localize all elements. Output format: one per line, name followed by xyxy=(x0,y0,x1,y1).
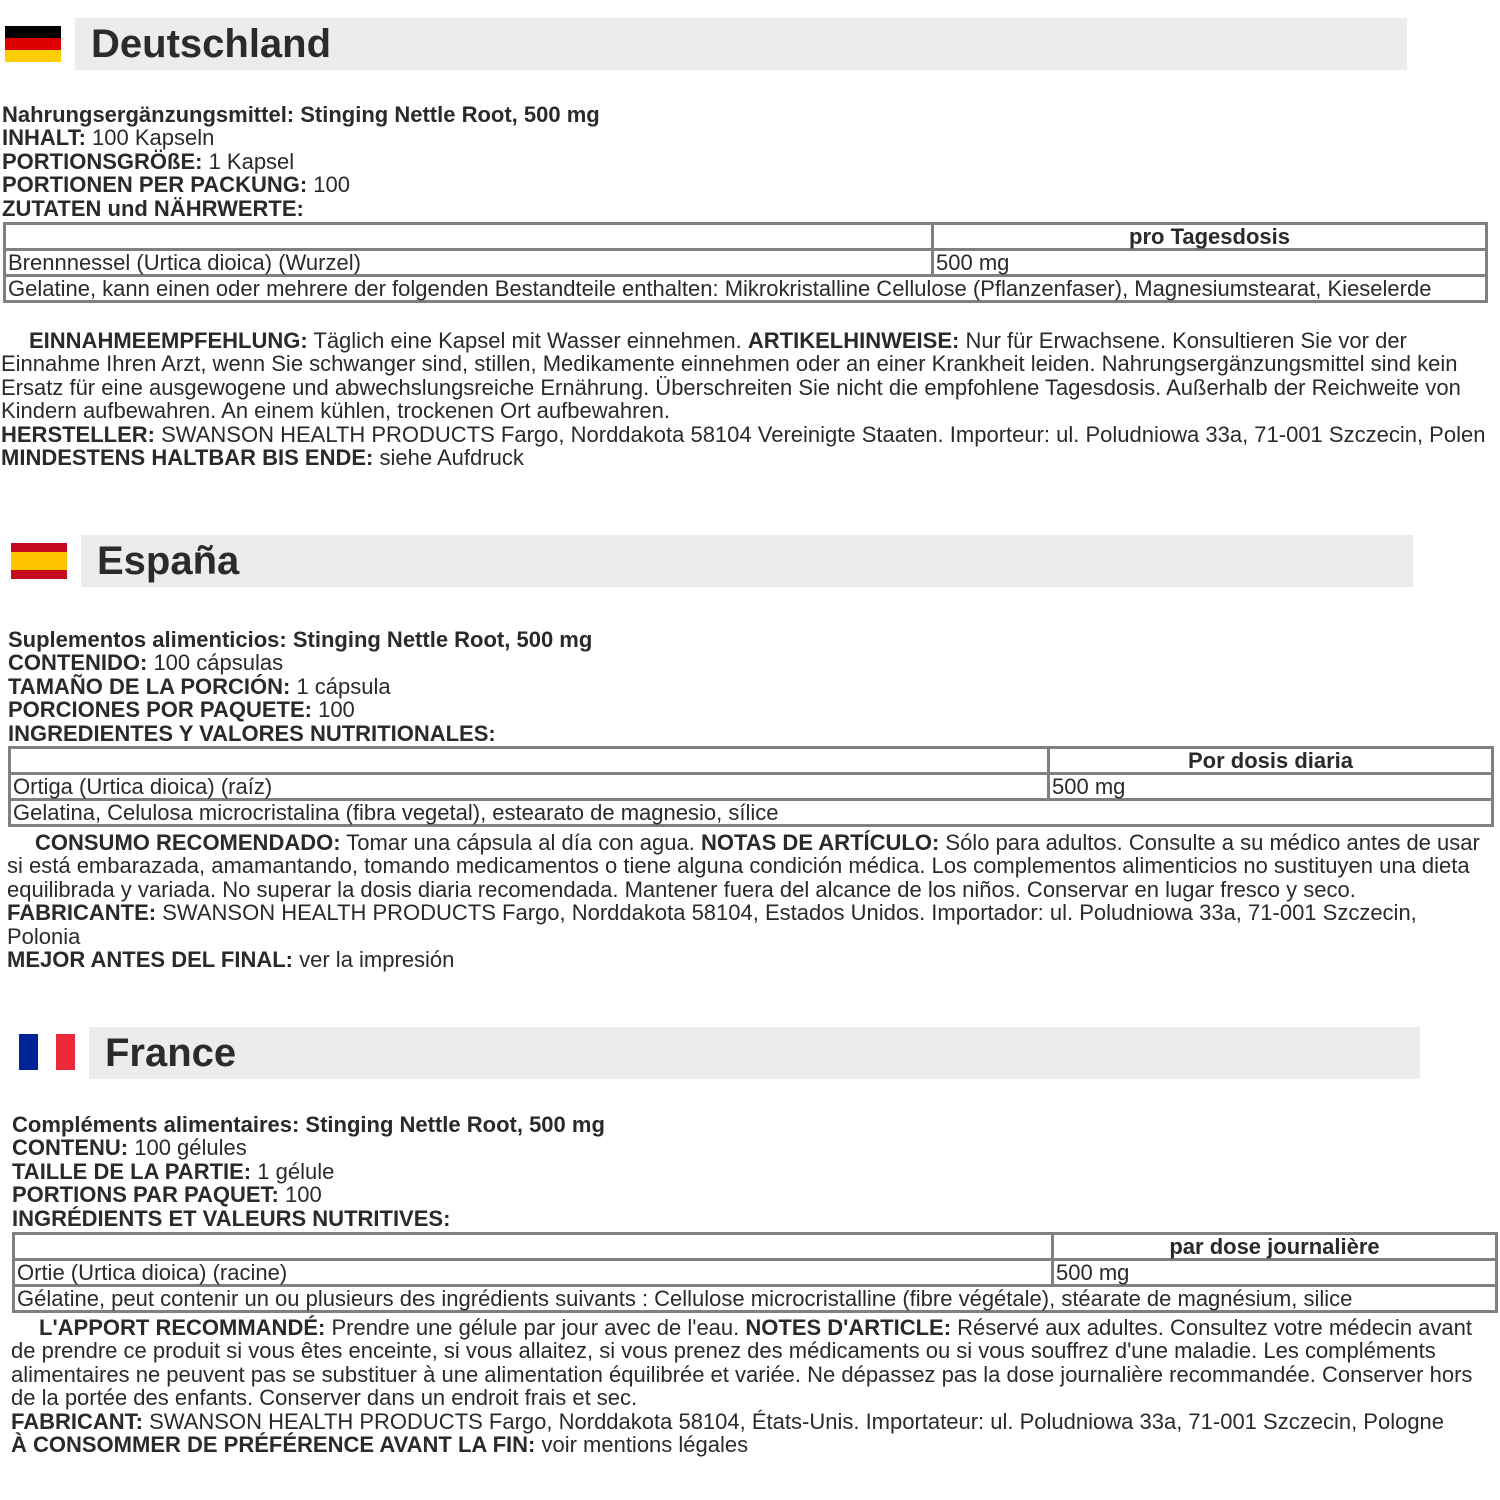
table-header: Por dosis diaria xyxy=(1049,748,1493,774)
notes-label: ARTIKELHINWEISE: xyxy=(747,328,960,353)
table-row xyxy=(14,1260,1497,1286)
usage-label: L'APPORT RECOMMANDÉ: xyxy=(39,1315,326,1340)
notes-label: NOTAS DE ARTÍCULO: xyxy=(700,830,940,855)
flag-stripe xyxy=(5,38,61,50)
maker-paragraph xyxy=(1,423,1491,446)
other-ingredients-cell: Gelatina, Celulosa microcristalina (fibra vegetal), estearato de magnesio, sílice xyxy=(10,800,1493,826)
bbe-text: voir mentions légales xyxy=(535,1432,749,1458)
flag-spain-icon xyxy=(11,543,67,579)
info-field xyxy=(2,150,600,173)
field-label: TAILLE DE LA PARTIE: xyxy=(12,1158,252,1184)
field-label: INGRÉDIENTS ET VALEURS NUTRITIVES: xyxy=(12,1205,451,1231)
info-field xyxy=(8,698,592,721)
product-notes xyxy=(7,831,1492,971)
usage-paragraph xyxy=(7,831,1492,901)
product-info xyxy=(12,1113,605,1230)
info-field xyxy=(12,1207,605,1230)
flag-stripe xyxy=(5,50,61,62)
maker-label: FABRICANT: xyxy=(11,1408,143,1434)
notes-text: Réservé aux adultes. Consultez votre médecin avant de prendre ce produit si vous êtes enceinte, si vous allaitez, si vous prenez des médicaments ou si vous souffrez d'une maladie. Les compléments alimentaires ne peuvent pas se substituer à une alimentation équilibrée et variée. Ne dépassez pas la dose journalière recommandée. Conserver hors de la portée des enfants. Conserver dans un endroit frais et sec. xyxy=(11,1315,1473,1411)
bbe-paragraph xyxy=(1,446,1491,469)
flag-stripe xyxy=(38,1034,57,1070)
bbe-label: MEJOR ANTES DEL FINAL: xyxy=(7,947,294,973)
table-row xyxy=(5,276,1487,302)
usage-text: Prendre une gélule par jour avec de l'eau. xyxy=(325,1315,746,1340)
field-value: 100 xyxy=(278,1182,322,1208)
field-value: 100 cápsulas xyxy=(147,650,284,676)
table-row xyxy=(5,250,1487,276)
info-field xyxy=(12,1136,605,1159)
maker-label: FABRICANTE: xyxy=(7,900,157,926)
field-label: PORTIONEN PER PACKUNG: xyxy=(2,172,308,198)
product-label: Nahrungsergänzungsmittel: Stinging Nettle Root, 500 mg xyxy=(2,102,600,127)
info-field xyxy=(2,173,600,196)
usage-label: EINNAHMEEMPFEHLUNG: xyxy=(29,328,308,353)
field-label: PORTIONS PAR PAQUET: xyxy=(12,1182,279,1208)
info-field xyxy=(12,1160,605,1183)
flag-stripe xyxy=(5,26,61,38)
notes-text: Nur für Erwachsene. Konsultieren Sie vor der Einnahme Ihren Arzt, wenn Sie schwanger sind, stillen, Medikamente einnehmen oder an einer Krankheit leiden. Nahrungsergänzungsmittel sind kein Ersatz für eine ausgewogene und abwechslungsreiche Ernährung. Überschreiten Sie nicht die empfohlene Tagesdosis. Außerhalb der Reichweite von Kindern aufbewahren. An einem kühlen, trockenen Ort aufbewahren. xyxy=(1,328,1461,424)
table-row xyxy=(5,224,1487,250)
table-cell xyxy=(14,1234,1053,1260)
usage-text: Täglich eine Kapsel mit Wasser einnehmen. xyxy=(307,328,748,353)
field-label: CONTENIDO: xyxy=(8,650,148,676)
table-header: par dose journalière xyxy=(1053,1234,1497,1260)
maker-paragraph xyxy=(7,901,1492,948)
field-label: TAMAÑO DE LA PORCIÓN: xyxy=(8,673,291,699)
ingredient-cell: Ortiga (Urtica dioica) (raíz) xyxy=(10,774,1049,800)
info-field xyxy=(8,675,592,698)
field-label: CONTENU: xyxy=(12,1135,129,1161)
product-notes xyxy=(11,1316,1497,1456)
table-cell xyxy=(10,748,1049,774)
field-label: INGREDIENTES Y VALORES NUTRITIONALES: xyxy=(8,720,496,746)
info-field xyxy=(2,197,600,220)
field-value: 100 Kapseln xyxy=(85,125,215,151)
usage-label: CONSUMO RECOMENDADO: xyxy=(35,830,341,855)
notes-label: NOTES D'ARTICLE: xyxy=(745,1315,952,1340)
notes-text: Sólo para adultos. Consulte a su médico antes de usar si está embarazada, amamantando, tomando medicamentos o tiene alguna condición médica. Los complementos alimenticios no sustituyen una dieta equilibrada y variada. No superar la dosis diaria recomendada. Mantener fuera del alcance de los niños. Conservar en lugar fresco y seco. xyxy=(7,830,1480,902)
other-ingredients-cell: Gélatine, peut contenir un ou plusieurs des ingrédients suivants : Cellulose microcristalline (fibre végétale), stéarate de magnésium, silice xyxy=(14,1286,1497,1312)
amount-cell: 500 mg xyxy=(1053,1260,1497,1286)
flag-stripe xyxy=(11,570,67,579)
info-field xyxy=(8,651,592,674)
bbe-label: À CONSOMMER DE PRÉFÉRENCE AVANT LA FIN: xyxy=(11,1432,536,1458)
usage-paragraph xyxy=(1,329,1491,423)
table-row xyxy=(14,1286,1497,1312)
maker-label: HERSTELLER: xyxy=(1,421,155,447)
field-value: 100 xyxy=(307,172,350,198)
bbe-text: ver la impresión xyxy=(293,947,455,973)
usage-text: Tomar una cápsula al día con agua. xyxy=(340,830,701,855)
nutrition-table xyxy=(8,746,1494,827)
field-value: 1 gélule xyxy=(251,1158,335,1184)
amount-cell: 500 mg xyxy=(933,250,1487,276)
table-cell xyxy=(5,224,933,250)
country-banner: España xyxy=(81,535,1413,587)
field-label: PORTIONSGRÖßE: xyxy=(2,148,203,174)
bbe-paragraph xyxy=(7,948,1492,971)
flag-stripe xyxy=(19,1034,38,1070)
flag-stripe xyxy=(56,1034,75,1070)
amount-cell: 500 mg xyxy=(1049,774,1493,800)
bbe-label: MINDESTENS HALTBAR BIS ENDE: xyxy=(1,445,374,471)
field-value: 1 cápsula xyxy=(290,673,391,699)
info-field xyxy=(2,126,600,149)
flag-stripe xyxy=(11,552,67,570)
usage-paragraph xyxy=(11,1316,1497,1410)
table-row xyxy=(10,774,1493,800)
field-value: 1 Kapsel xyxy=(202,148,295,174)
ingredient-cell: Ortie (Urtica dioica) (racine) xyxy=(14,1260,1053,1286)
other-ingredients-cell: Gelatine, kann einen oder mehrere der folgenden Bestandteile enthalten: Mikrokristalline Cellulose (Pflanzenfaser), Magnesiumstearat, Kieselerde xyxy=(5,276,1487,302)
nutrition-table xyxy=(12,1232,1498,1313)
product-info xyxy=(8,628,592,745)
table-header: pro Tagesdosis xyxy=(933,224,1487,250)
bbe-text: siehe Aufdruck xyxy=(373,445,524,471)
flag-stripe xyxy=(11,543,67,552)
maker-text: SWANSON HEALTH PRODUCTS Fargo, Norddakota 58104 Vereinigte Staaten. Importeur: ul. Poludniowa 33a, 71-001 Szczecin, Polen xyxy=(155,421,1486,447)
bbe-paragraph xyxy=(11,1433,1497,1456)
country-banner: France xyxy=(89,1027,1420,1079)
product-info xyxy=(2,103,600,220)
country-banner: Deutschland xyxy=(75,18,1407,70)
table-row xyxy=(10,748,1493,774)
info-field xyxy=(12,1183,605,1206)
field-value: 100 gélules xyxy=(128,1135,247,1161)
product-notes xyxy=(1,329,1491,469)
maker-text: SWANSON HEALTH PRODUCTS Fargo, Norddakota 58104, Estados Unidos. Importador: ul. Poludniowa 33a, 71-001 Szczecin, Polonia xyxy=(7,900,1417,949)
field-value: 100 xyxy=(311,697,355,723)
field-label: INHALT: xyxy=(2,125,86,151)
maker-paragraph xyxy=(11,1410,1497,1433)
product-label: Compléments alimentaires: Stinging Nettle Root, 500 mg xyxy=(12,1112,605,1137)
ingredient-cell: Brennnessel (Urtica dioica) (Wurzel) xyxy=(5,250,933,276)
flag-france-icon xyxy=(19,1034,75,1070)
info-field xyxy=(8,722,592,745)
table-row xyxy=(10,800,1493,826)
product-label: Suplementos alimenticios: Stinging Nettle Root, 500 mg xyxy=(8,627,593,652)
field-label: ZUTATEN und NÄHRWERTE: xyxy=(2,195,304,221)
maker-text: SWANSON HEALTH PRODUCTS Fargo, Norddakota 58104, États-Unis. Importateur: ul. Poludniowa 33a, 71-001 Szczecin, Pologne xyxy=(143,1408,1445,1434)
flag-germany-icon xyxy=(5,26,61,62)
nutrition-table xyxy=(3,222,1488,303)
field-label: PORCIONES POR PAQUETE: xyxy=(8,697,312,723)
table-row xyxy=(14,1234,1497,1260)
